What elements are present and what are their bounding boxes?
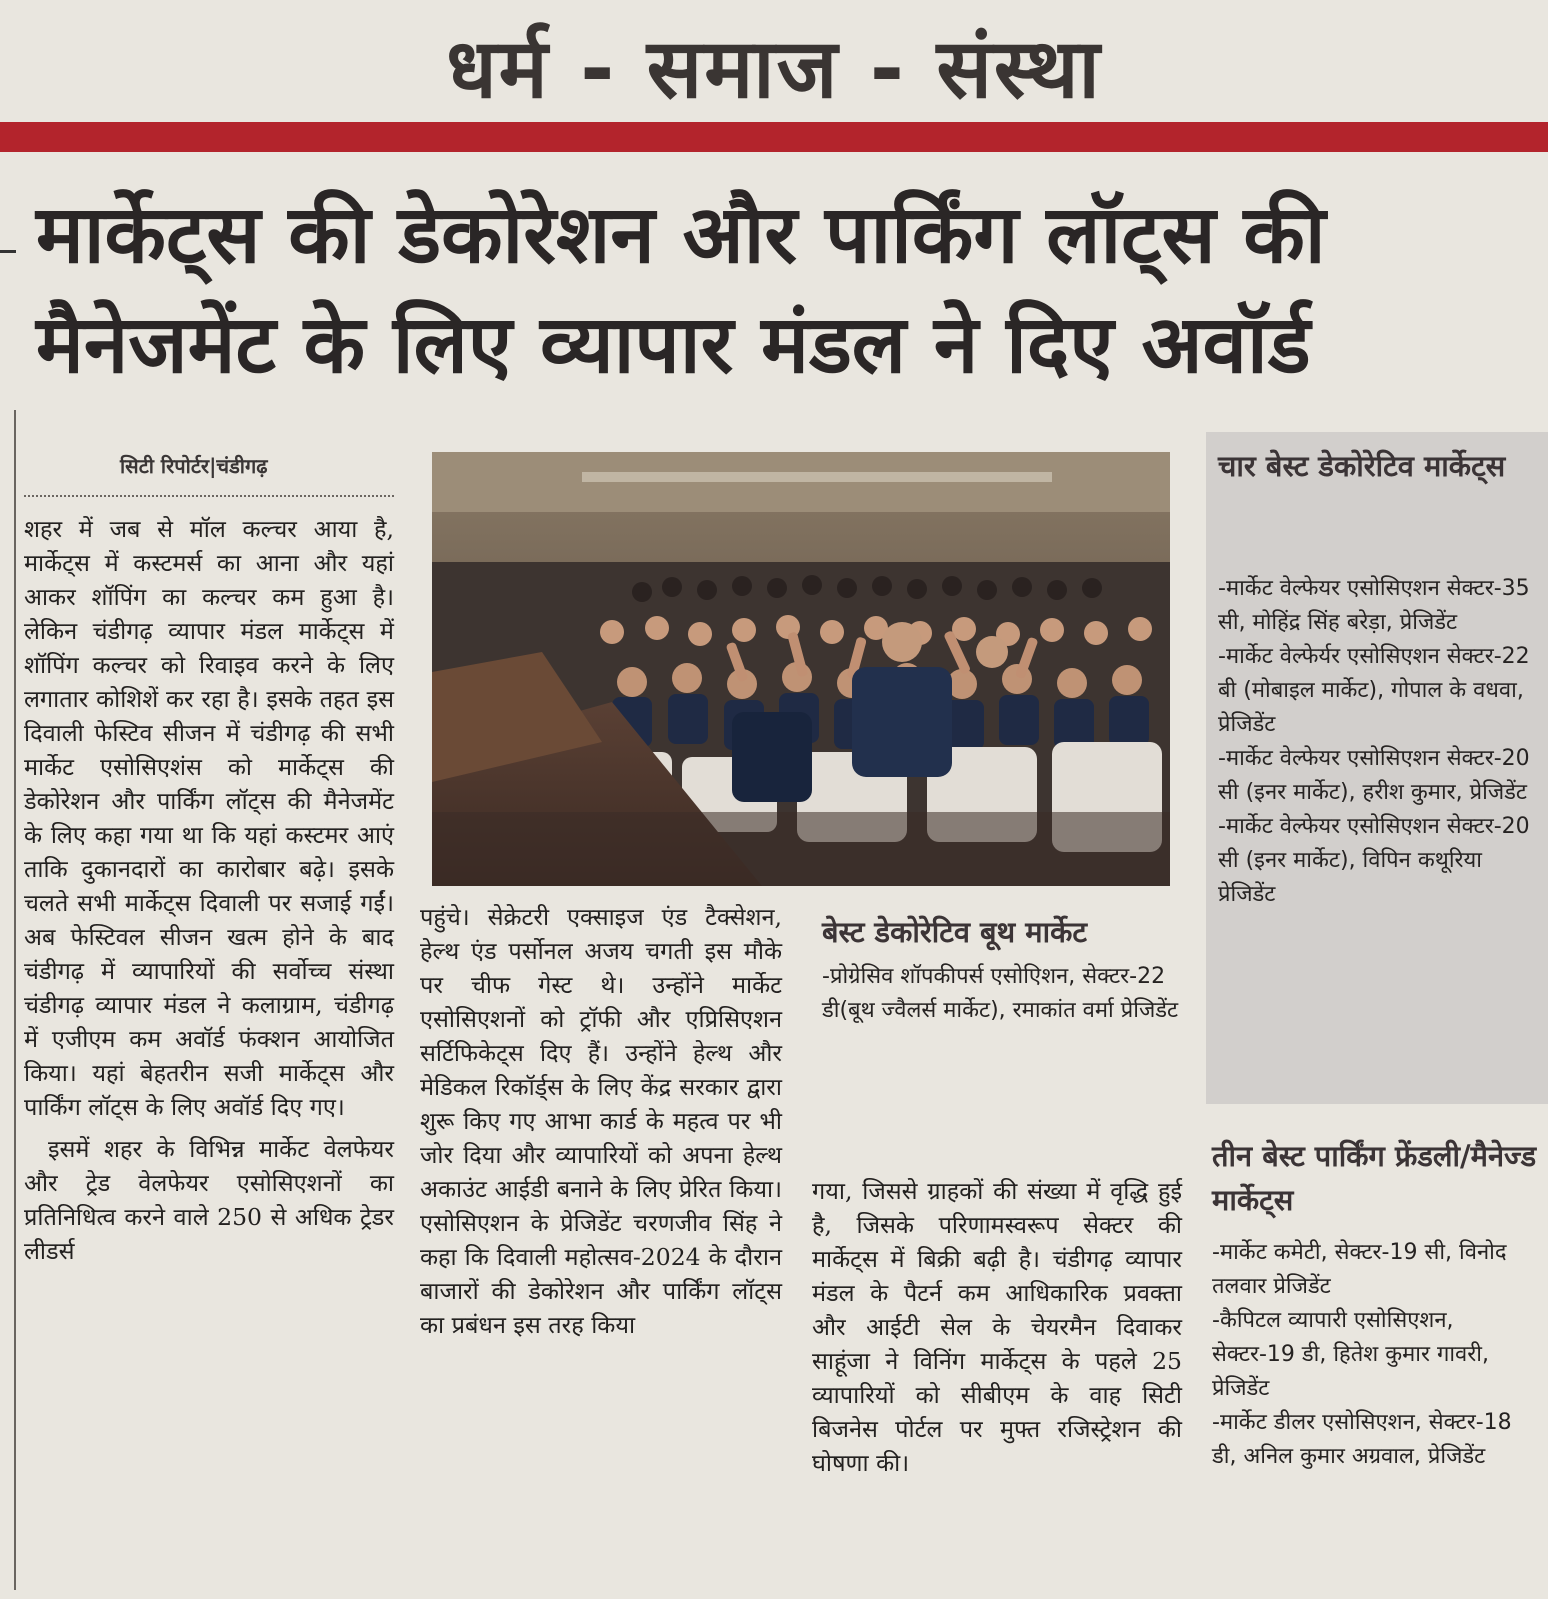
byline: सिटी रिपोर्टर|चंडीगढ़ [120,454,268,478]
event-photo [432,452,1170,886]
article-paragraph: गया, जिससे ग्राहकों की संख्या में वृद्धि हुई है, जिसके परिणामस्वरूप सेक्टर की मार्केट्स में बिक्री बढ़ी है। चंडीगढ़ व्यापार मंडल के पैटर्न कम आधिकारिक प्रवक्ता और आईटी सेल के चेयरमैन दिवाकर साहूंजा ने विनिंग मार्केट्स के पहले 25 व्यापारियों को सीबीएम के वाह सिटी बिजनेस पोर्टल पर मुफ्त रजिस्ट्रेशन की घोषणा की। [812,1177,1182,1477]
headline-line-1: मार्केट्स की डेकोरेशन और पार्किंग लॉट्स की [36,188,1326,281]
margin-rule [14,410,16,1590]
four-best-heading: चार बेस्ट डेकोरेटिव मार्केट्स [1218,449,1506,483]
article-paragraph: शहर में जब से मॉल कल्चर आया है, मार्केट्स में कस्टमर्स का आना और यहां आकर शॉपिंग का कल्चर कम हुआ है। लेकिन चंडीगढ़ व्यापार मंडल मार्केट्स में शॉपिंग कल्चर को रिवाइव करने के लिए लगातार कोशिशें कर रहा है। इसके तहत इस दिवाली फेस्टिव सीजन में चंडीगढ़ की सभी मार्केट एसोसिएशंस को मार्केट्स की डेकोरेशन और पार्किंग लॉट्स की मैनेजमेंट के लिए कहा गया था कि यहां कस्टमर आएं ताकि दुकानदारों का कारोबार बढ़े। इसके चलते सभी मार्केट्स दिवाली पर सजाई गईं। अब फेस्टिवल सीजन खत्म होने के बाद चंडीगढ़ में व्यापारियों की सर्वोच्च संस्था चंडीगढ़ व्यापार मंडल ने कलाग्राम, चंडीगढ़ में एजीएम कम अवॉर्ड फंक्शन आयोजित किया। यहां बेहतरीन सजी मार्केट्स और पार्किंग लॉट्स के लिए अवॉर्ड दिए गए। [24,515,394,1121]
award-item: -मार्केट वेल्फेयर एसोसिएशन सेक्टर-35 सी, मोहिंद्र सिंह बरेड़ा, प्रेजिडेंट [1218,576,1530,635]
section-divider [0,122,1548,152]
section-banner: धर्म - समाज - संस्था [446,22,1102,117]
headline-line-2: मैनेजमेंट के लिए व्यापार मंडल ने दिए अवॉर्ड [36,298,1311,391]
best-parking-heading: तीन बेस्ट पार्किंग फ्रेंडली/मैनेज्ड मार्केट्स [1212,1139,1537,1217]
best-booth-list [822,960,1182,1028]
best-booth-heading: बेस्ट डेकोरेटिव बूथ मार्केट [822,915,1087,949]
award-item: -मार्केट कमेटी, सेक्टर-19 सी, विनोद तलवार प्रेजिडेंट [1212,1240,1507,1299]
best-parking-section [1212,1134,1542,1474]
award-item: -मार्केट वेल्फेयर एसोसिएशन सेक्टर-20 सी (इनर मार्केट), विपिन कथूरिया प्रेजिडेंट [1218,814,1530,907]
article-column-2 [420,900,782,1350]
award-item: -मार्केट डीलर एसोसिएशन, सेक्टर-18 डी, अनिल कुमार अग्रवाल, प्रेजिडेंट [1212,1410,1512,1469]
award-item: -मार्केट वेल्फेयर एसोसिएशन सेक्टर-20 सी (इनर मार्केट), हरीश कुमार, प्रेजिडेंट [1218,746,1530,805]
article-paragraph: पहुंचे। सेक्रेटरी एक्साइज एंड टैक्सेशन, हेल्थ एंड पर्सोनल अजय चगती इस मौके पर चीफ गेस्ट थे। उन्होंने मार्केट एसोसिएशनों को ट्रॉफी और एप्रिसिएशन सर्टिफिकेट्स दिए हैं। उन्होंने हेल्थ और मेडिकल रिकॉर्ड्स के लिए केंद्र सरकार द्वारा शुरू किए गए आभा कार्ड के महत्व पर भी जोर दिया और व्यापारियों को अपना हेल्थ अकाउंट आईडी बनाने के लिए प्रेरित किया। एसोसिएशन के प्रेजिडेंट चरणजीव सिंह ने कहा कि दिवाली महोत्सव-2024 के दौरान बाजारों की डेकोरेशन और पार्किंग लॉट्स का प्रबंधन इस तरह किया [420,903,782,1339]
award-item: -कैपिटल व्यापारी एसोसिएशन, सेक्टर-19 डी, हितेश कुमार गावरी, प्रेजिडेंट [1212,1308,1489,1401]
best-parking-list [1212,1236,1542,1474]
article-column-3 [812,1174,1182,1488]
four-best-list [1218,572,1543,912]
margin-tick [0,250,16,253]
four-best-markets-box [1206,432,1548,1104]
best-booth-section [822,910,1182,1028]
article-column-1 [24,512,394,1276]
award-item: -मार्केट वेल्फेर्यर एसोसिएशन सेक्टर-22 बी (मोबाइल मार्केट), गोपाल के वधवा, प्रेजिडेंट [1218,644,1530,737]
headline [36,180,1536,400]
article-paragraph: इसमें शहर के विभिन्न मार्केट वेलफेयर और ट्रेड वेलफेयर एसोसिएशनों का प्रतिनिधित्व करने वाले 250 से अधिक ट्रेडर लीडर्स [24,1135,394,1265]
audience-photo-illustration [432,452,1170,886]
award-item: -प्रोग्रेसिव शॉपकीपर्स एसोएिशन, सेक्टर-22 डी(बूथ ज्वैलर्स मार्केट), रमाकांत वर्मा प्रेजिडेंट [822,964,1179,1023]
byline-divider [24,495,394,497]
